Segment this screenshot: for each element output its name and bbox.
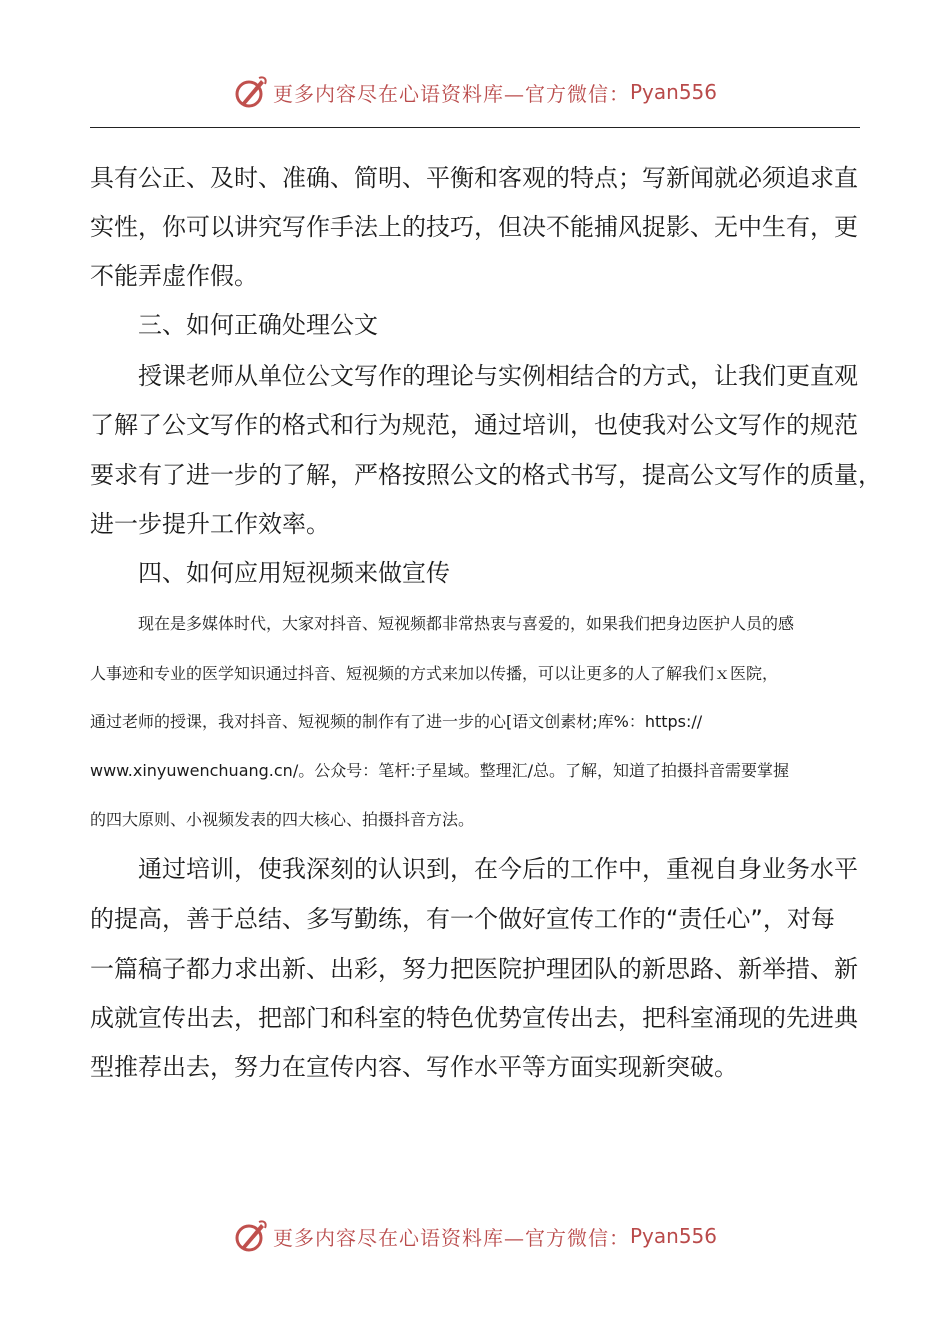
footer-text: 更多内容尽在心语资料库—官方微信：	[272, 1225, 630, 1250]
header-wechat-id: Pyan556	[629, 80, 717, 104]
footer-banner	[0, 1214, 950, 1258]
header-divider	[90, 127, 860, 128]
paragraph-line: 的四大原则、小视频发表的四大核心、拍摄抖音方法。	[90, 810, 475, 829]
paragraph-line: 通过培训，使我深刻的认识到，在今后的工作中，重视自身业务水平	[138, 855, 858, 883]
quill-logo-icon	[233, 1218, 269, 1254]
paragraph-line: 型推荐出去，努力在宣传内容、写作水平等方面实现新突破。	[90, 1053, 738, 1081]
paragraph-line: 通过老师的授课，我对抖音、短视频的制作有了进一步的心[语文创素材;库%：https://	[90, 712, 703, 731]
section-heading: 四、如何应用短视频来做宣传	[138, 559, 450, 587]
paragraph-line: 不能弄虚作假。	[90, 262, 258, 290]
section-heading: 三、如何正确处理公文	[138, 311, 378, 339]
paragraph-line: 一篇稿子都力求出新、出彩，努力把医院护理团队的新思路、新举措、新	[90, 955, 858, 983]
quill-logo-icon	[233, 74, 269, 110]
paragraph-line: www.xinyuwenchuang.cn/。公众号：笔杆:子星域。整理汇/总。了解，知道了拍摄抖音需要掌握	[90, 761, 789, 780]
footer-wechat-id: Pyan556	[629, 1224, 717, 1248]
paragraph-line: 的提高，善于总结、多写勤练，有一个做好宣传工作的“责任心”，对每	[90, 905, 835, 933]
header-banner	[0, 70, 950, 114]
paragraph-line: 实性，你可以讲究写作手法上的技巧，但决不能捕风捉影、无中生有，更	[90, 213, 858, 241]
paragraph-line: 现在是多媒体时代，大家对抖音、短视频都非常热衷与喜爱的，如果我们把身边医护人员的感	[138, 614, 795, 633]
paragraph-line: 进一步提升工作效率。	[90, 510, 330, 538]
header-text: 更多内容尽在心语资料库—官方微信：	[272, 81, 630, 106]
paragraph-line: 人事迹和专业的医学知识通过抖音、短视频的方式来加以传播，可以让更多的人了解我们ｘ医院，	[90, 664, 779, 683]
paragraph-line: 要求有了进一步的了解，严格按照公文的格式书写，提高公文写作的质量，	[90, 461, 882, 489]
paragraph-line: 成就宣传出去，把部门和科室的特色优势宣传出去，把科室涌现的先进典	[90, 1004, 858, 1032]
paragraph-line: 具有公正、及时、准确、简明、平衡和客观的特点；写新闻就必须追求直	[90, 164, 858, 192]
paragraph-line: 了解了公文写作的格式和行为规范，通过培训，也使我对公文写作的规范	[90, 411, 858, 439]
paragraph-line: 授课老师从单位公文写作的理论与实例相结合的方式，让我们更直观	[138, 362, 858, 390]
